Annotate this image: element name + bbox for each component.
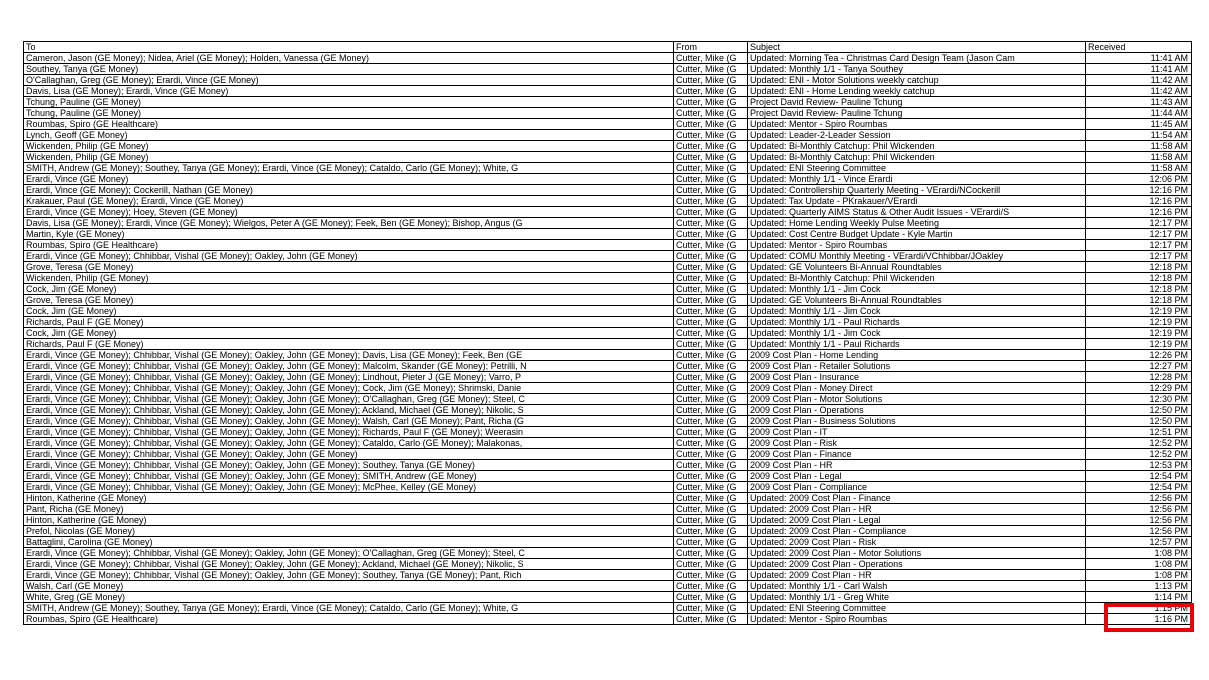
table-row[interactable] <box>24 240 1192 251</box>
cell-subject: Updated: Monthly 1/1 - Jim Cock <box>748 328 1086 339</box>
cell-received: 12:17 PM <box>1086 218 1192 229</box>
table-row[interactable] <box>24 372 1192 383</box>
cell-from: Cutter, Mike (G <box>674 581 748 592</box>
header-received[interactable]: Received <box>1086 42 1192 53</box>
table-row[interactable] <box>24 383 1192 394</box>
cell-received: 12:56 PM <box>1086 504 1192 515</box>
cell-to: Prefol, Nicolas (GE Money) <box>24 526 674 537</box>
cell-from: Cutter, Mike (G <box>674 306 748 317</box>
table-row[interactable] <box>24 548 1192 559</box>
cell-received: 12:52 PM <box>1086 449 1192 460</box>
cell-to: Tchung, Pauline (GE Money) <box>24 97 674 108</box>
cell-received: 11:45 AM <box>1086 119 1192 130</box>
cell-to: Southey, Tanya (GE Money) <box>24 64 674 75</box>
table-body <box>24 53 1192 625</box>
cell-from: Cutter, Mike (G <box>674 273 748 284</box>
table-row[interactable] <box>24 460 1192 471</box>
cell-from: Cutter, Mike (G <box>674 86 748 97</box>
table-row[interactable] <box>24 438 1192 449</box>
cell-received: 11:42 AM <box>1086 86 1192 97</box>
cell-subject: Updated: Leader-2-Leader Session <box>748 130 1086 141</box>
cell-to: Erardi, Vince (GE Money); Cockerill, Nathan (GE Money) <box>24 185 674 196</box>
cell-from: Cutter, Mike (G <box>674 504 748 515</box>
cell-subject: Updated: ENI - Home Lending weekly catchup <box>748 86 1086 97</box>
cell-subject: Updated: Monthly 1/1 - Paul Richards <box>748 339 1086 350</box>
cell-subject: Updated: 2009 Cost Plan - Motor Solutions <box>748 548 1086 559</box>
table-row[interactable] <box>24 339 1192 350</box>
cell-to: Grove, Teresa (GE Money) <box>24 295 674 306</box>
cell-received: 12:17 PM <box>1086 240 1192 251</box>
cell-from: Cutter, Mike (G <box>674 570 748 581</box>
cell-subject: Updated: ENI - Motor Solutions weekly catchup <box>748 75 1086 86</box>
cell-to: Erardi, Vince (GE Money); Chhibbar, Vishal (GE Money); Oakley, John (GE Money); Cataldo, Carlo (GE Money); Malakonas, <box>24 438 674 449</box>
cell-received: 12:18 PM <box>1086 273 1192 284</box>
cell-subject: 2009 Cost Plan - HR <box>748 460 1086 471</box>
cell-received: 12:50 PM <box>1086 405 1192 416</box>
cell-received: 12:19 PM <box>1086 339 1192 350</box>
cell-received: 12:26 PM <box>1086 350 1192 361</box>
cell-from: Cutter, Mike (G <box>674 405 748 416</box>
cell-received: 1:13 PM <box>1086 581 1192 592</box>
table-row[interactable] <box>24 614 1192 625</box>
cell-to: Battaglini, Carolina (GE Money) <box>24 537 674 548</box>
table-row[interactable] <box>24 317 1192 328</box>
cell-subject: Updated: Mentor - Spiro Roumbas <box>748 614 1086 625</box>
cell-to: Erardi, Vince (GE Money); Chhibbar, Vishal (GE Money); Oakley, John (GE Money); McPhee, Kelley (GE Money) <box>24 482 674 493</box>
table-row[interactable] <box>24 196 1192 207</box>
cell-from: Cutter, Mike (G <box>674 284 748 295</box>
cell-to: Richards, Paul F (GE Money) <box>24 317 674 328</box>
cell-from: Cutter, Mike (G <box>674 548 748 559</box>
cell-to: Erardi, Vince (GE Money); Chhibbar, Vishal (GE Money); Oakley, John (GE Money); SMITH, Andrew (GE Money) <box>24 471 674 482</box>
cell-subject: Updated: Morning Tea - Christmas Card Design Team (Jason Cam <box>748 53 1086 64</box>
cell-to: Erardi, Vince (GE Money); Chhibbar, Vishal (GE Money); Oakley, John (GE Money) <box>24 251 674 262</box>
cell-subject: 2009 Cost Plan - Compliance <box>748 482 1086 493</box>
cell-to: Walsh, Carl (GE Money) <box>24 581 674 592</box>
cell-to: Hinton, Katherine (GE Money) <box>24 493 674 504</box>
cell-from: Cutter, Mike (G <box>674 537 748 548</box>
table-row[interactable] <box>24 207 1192 218</box>
cell-received: 11:58 AM <box>1086 152 1192 163</box>
cell-received: 11:43 AM <box>1086 97 1192 108</box>
cell-to: Erardi, Vince (GE Money); Chhibbar, Vishal (GE Money); Oakley, John (GE Money); Cock, Jim (GE Money); Shrimski, Danie <box>24 383 674 394</box>
cell-to: Erardi, Vince (GE Money); Chhibbar, Vishal (GE Money); Oakley, John (GE Money); Malcolm, Skander (GE Money); Petrilli, N <box>24 361 674 372</box>
header-from[interactable]: From <box>674 42 748 53</box>
cell-received: 12:56 PM <box>1086 515 1192 526</box>
cell-from: Cutter, Mike (G <box>674 262 748 273</box>
cell-received: 12:57 PM <box>1086 537 1192 548</box>
cell-received: 1:15 PM <box>1086 603 1192 614</box>
cell-received: 1:08 PM <box>1086 559 1192 570</box>
cell-from: Cutter, Mike (G <box>674 75 748 86</box>
cell-received: 12:53 PM <box>1086 460 1192 471</box>
cell-subject: Updated: Home Lending Weekly Pulse Meeting <box>748 218 1086 229</box>
cell-to: Martin, Kyle (GE Money) <box>24 229 674 240</box>
cell-received: 12:52 PM <box>1086 438 1192 449</box>
table-row[interactable] <box>24 394 1192 405</box>
cell-from: Cutter, Mike (G <box>674 174 748 185</box>
cell-received: 1:16 PM <box>1086 614 1192 625</box>
cell-received: 12:27 PM <box>1086 361 1192 372</box>
cell-from: Cutter, Mike (G <box>674 438 748 449</box>
cell-received: 11:54 AM <box>1086 130 1192 141</box>
table-row[interactable] <box>24 570 1192 581</box>
cell-from: Cutter, Mike (G <box>674 130 748 141</box>
table-row[interactable] <box>24 328 1192 339</box>
cell-from: Cutter, Mike (G <box>674 218 748 229</box>
cell-subject: Updated: Bi-Monthly Catchup: Phil Wickenden <box>748 273 1086 284</box>
cell-from: Cutter, Mike (G <box>674 53 748 64</box>
cell-to: Erardi, Vince (GE Money); Chhibbar, Vishal (GE Money); Oakley, John (GE Money); Lindhout, Pieter J (GE Money); Varro, P <box>24 372 674 383</box>
cell-subject: Updated: Monthly 1/1 - Jim Cock <box>748 306 1086 317</box>
cell-from: Cutter, Mike (G <box>674 427 748 438</box>
cell-from: Cutter, Mike (G <box>674 449 748 460</box>
table-row[interactable] <box>24 295 1192 306</box>
cell-subject: Updated: GE Volunteers Bi-Annual Roundtables <box>748 262 1086 273</box>
cell-received: 12:19 PM <box>1086 306 1192 317</box>
cell-from: Cutter, Mike (G <box>674 295 748 306</box>
cell-subject: 2009 Cost Plan - Finance <box>748 449 1086 460</box>
cell-subject: Updated: Tax Update - PKrakauer/VErardi <box>748 196 1086 207</box>
cell-subject: 2009 Cost Plan - Legal <box>748 471 1086 482</box>
cell-from: Cutter, Mike (G <box>674 526 748 537</box>
cell-received: 11:42 AM <box>1086 75 1192 86</box>
cell-to: Erardi, Vince (GE Money); Chhibbar, Vishal (GE Money); Oakley, John (GE Money); Ackland, Michael (GE Money); Nikolic, S <box>24 559 674 570</box>
cell-to: Erardi, Vince (GE Money); Chhibbar, Vishal (GE Money); Oakley, John (GE Money); O'Callaghan, Greg (GE Money); Steel, C <box>24 548 674 559</box>
cell-received: 11:44 AM <box>1086 108 1192 119</box>
cell-to: Erardi, Vince (GE Money); Hoey, Steven (GE Money) <box>24 207 674 218</box>
cell-received: 1:08 PM <box>1086 548 1192 559</box>
cell-to: Roumbas, Spiro (GE Healthcare) <box>24 614 674 625</box>
cell-to: Cock, Jim (GE Money) <box>24 284 674 295</box>
cell-subject: Updated: Monthly 1/1 - Vince Erardi <box>748 174 1086 185</box>
cell-received: 11:58 AM <box>1086 141 1192 152</box>
cell-from: Cutter, Mike (G <box>674 141 748 152</box>
table-row[interactable] <box>24 229 1192 240</box>
header-subject[interactable]: Subject <box>748 42 1086 53</box>
cell-to: Erardi, Vince (GE Money); Chhibbar, Vishal (GE Money); Oakley, John (GE Money); Walsh, Carl (GE Money); Pant, Richa (G <box>24 416 674 427</box>
cell-from: Cutter, Mike (G <box>674 361 748 372</box>
cell-from: Cutter, Mike (G <box>674 196 748 207</box>
cell-from: Cutter, Mike (G <box>674 515 748 526</box>
table-row[interactable] <box>24 361 1192 372</box>
cell-to: Erardi, Vince (GE Money) <box>24 174 674 185</box>
cell-subject: Updated: Quarterly AIMS Status & Other Audit Issues - VErardi/S <box>748 207 1086 218</box>
cell-received: 12:17 PM <box>1086 251 1192 262</box>
table-row[interactable] <box>24 515 1192 526</box>
cell-received: 11:58 AM <box>1086 163 1192 174</box>
cell-subject: Updated: Monthly 1/1 - Greg White <box>748 592 1086 603</box>
cell-to: Krakauer, Paul (GE Money); Erardi, Vince (GE Money) <box>24 196 674 207</box>
cell-to: Richards, Paul F (GE Money) <box>24 339 674 350</box>
cell-received: 12:18 PM <box>1086 284 1192 295</box>
cell-subject: Updated: Bi-Monthly Catchup: Phil Wickenden <box>748 141 1086 152</box>
table-row[interactable] <box>24 53 1192 64</box>
cell-from: Cutter, Mike (G <box>674 328 748 339</box>
table-row[interactable] <box>24 284 1192 295</box>
cell-to: Wickenden, Philip (GE Money) <box>24 152 674 163</box>
cell-to: Erardi, Vince (GE Money); Chhibbar, Vishal (GE Money); Oakley, John (GE Money); O'Callaghan, Greg (GE Money); Steel, C <box>24 394 674 405</box>
table-row[interactable] <box>24 64 1192 75</box>
cell-to: Pant, Richa (GE Money) <box>24 504 674 515</box>
cell-received: 12:51 PM <box>1086 427 1192 438</box>
cell-received: 1:14 PM <box>1086 592 1192 603</box>
table-row[interactable] <box>24 526 1192 537</box>
cell-to: O'Callaghan, Greg (GE Money); Erardi, Vince (GE Money) <box>24 75 674 86</box>
cell-to: SMITH, Andrew (GE Money); Southey, Tanya (GE Money); Erardi, Vince (GE Money); Cataldo, Carlo (GE Money); White, G <box>24 163 674 174</box>
cell-subject: Updated: Monthly 1/1 - Jim Cock <box>748 284 1086 295</box>
cell-received: 12:28 PM <box>1086 372 1192 383</box>
table-row[interactable] <box>24 449 1192 460</box>
cell-from: Cutter, Mike (G <box>674 372 748 383</box>
cell-subject: Updated: Monthly 1/1 - Tanya Southey <box>748 64 1086 75</box>
table-row[interactable] <box>24 504 1192 515</box>
table-row[interactable] <box>24 405 1192 416</box>
cell-received: 12:17 PM <box>1086 229 1192 240</box>
table-row[interactable] <box>24 130 1192 141</box>
cell-subject: 2009 Cost Plan - Home Lending <box>748 350 1086 361</box>
cell-to: Davis, Lisa (GE Money); Erardi, Vince (GE Money) <box>24 86 674 97</box>
table-row[interactable] <box>24 581 1192 592</box>
table-row[interactable] <box>24 218 1192 229</box>
cell-from: Cutter, Mike (G <box>674 64 748 75</box>
cell-received: 12:19 PM <box>1086 317 1192 328</box>
cell-from: Cutter, Mike (G <box>674 383 748 394</box>
cell-to: Erardi, Vince (GE Money); Chhibbar, Vishal (GE Money); Oakley, John (GE Money); Davis, Lisa (GE Money); Feek, Ben (GE <box>24 350 674 361</box>
table-row[interactable] <box>24 108 1192 119</box>
cell-received: 12:19 PM <box>1086 328 1192 339</box>
table-row[interactable] <box>24 471 1192 482</box>
table-row[interactable] <box>24 306 1192 317</box>
cell-subject: Updated: 2009 Cost Plan - HR <box>748 504 1086 515</box>
cell-subject: 2009 Cost Plan - Insurance <box>748 372 1086 383</box>
cell-to: Erardi, Vince (GE Money); Chhibbar, Vishal (GE Money); Oakley, John (GE Money); Southey, Tanya (GE Money) <box>24 460 674 471</box>
cell-to: Lynch, Geoff (GE Money) <box>24 130 674 141</box>
cell-received: 12:54 PM <box>1086 471 1192 482</box>
cell-to: Grove, Teresa (GE Money) <box>24 262 674 273</box>
table-row[interactable] <box>24 75 1192 86</box>
table-row[interactable] <box>24 97 1192 108</box>
cell-from: Cutter, Mike (G <box>674 493 748 504</box>
table-header-row <box>24 42 1192 53</box>
cell-from: Cutter, Mike (G <box>674 240 748 251</box>
cell-received: 12:18 PM <box>1086 262 1192 273</box>
cell-subject: 2009 Cost Plan - Business Solutions <box>748 416 1086 427</box>
cell-from: Cutter, Mike (G <box>674 185 748 196</box>
cell-to: Roumbas, Spiro (GE Healthcare) <box>24 119 674 130</box>
cell-to: Erardi, Vince (GE Money); Chhibbar, Vishal (GE Money); Oakley, John (GE Money); Southey, Tanya (GE Money); Pant, Rich <box>24 570 674 581</box>
cell-subject: Updated: ENI Steering Committee <box>748 603 1086 614</box>
cell-subject: Updated: 2009 Cost Plan - Risk <box>748 537 1086 548</box>
cell-to: Davis, Lisa (GE Money); Erardi, Vince (GE Money); Wielgos, Peter A (GE Money); Feek, Ben (GE Money); Bishop, Angus (G <box>24 218 674 229</box>
cell-subject: Updated: Mentor - Spiro Roumbas <box>748 240 1086 251</box>
cell-subject: Updated: 2009 Cost Plan - Finance <box>748 493 1086 504</box>
cell-from: Cutter, Mike (G <box>674 482 748 493</box>
table-row[interactable] <box>24 119 1192 130</box>
cell-to: Erardi, Vince (GE Money); Chhibbar, Vishal (GE Money); Oakley, John (GE Money); Ackland, Michael (GE Money); Nikolic, S <box>24 405 674 416</box>
cell-received: 12:16 PM <box>1086 207 1192 218</box>
cell-from: Cutter, Mike (G <box>674 119 748 130</box>
cell-from: Cutter, Mike (G <box>674 207 748 218</box>
cell-from: Cutter, Mike (G <box>674 416 748 427</box>
cell-to: SMITH, Andrew (GE Money); Southey, Tanya (GE Money); Erardi, Vince (GE Money); Cataldo, Carlo (GE Money); White, G <box>24 603 674 614</box>
email-log-table <box>23 41 1192 625</box>
cell-received: 12:54 PM <box>1086 482 1192 493</box>
cell-received: 12:50 PM <box>1086 416 1192 427</box>
cell-from: Cutter, Mike (G <box>674 350 748 361</box>
cell-to: Wickenden, Philip (GE Money) <box>24 273 674 284</box>
cell-to: Erardi, Vince (GE Money); Chhibbar, Vishal (GE Money); Oakley, John (GE Money) <box>24 449 674 460</box>
cell-from: Cutter, Mike (G <box>674 108 748 119</box>
cell-to: Roumbas, Spiro (GE Healthcare) <box>24 240 674 251</box>
cell-from: Cutter, Mike (G <box>674 394 748 405</box>
table-row[interactable] <box>24 427 1192 438</box>
table-row[interactable] <box>24 537 1192 548</box>
table-row[interactable] <box>24 174 1192 185</box>
table-row[interactable] <box>24 141 1192 152</box>
cell-subject: Updated: Monthly 1/1 - Paul Richards <box>748 317 1086 328</box>
cell-received: 1:08 PM <box>1086 570 1192 581</box>
cell-subject: Updated: 2009 Cost Plan - Compliance <box>748 526 1086 537</box>
cell-from: Cutter, Mike (G <box>674 251 748 262</box>
cell-from: Cutter, Mike (G <box>674 152 748 163</box>
cell-received: 12:30 PM <box>1086 394 1192 405</box>
cell-subject: Updated: Monthly 1/1 - Carl Walsh <box>748 581 1086 592</box>
cell-received: 12:56 PM <box>1086 493 1192 504</box>
cell-to: Tchung, Pauline (GE Money) <box>24 108 674 119</box>
cell-from: Cutter, Mike (G <box>674 559 748 570</box>
cell-from: Cutter, Mike (G <box>674 592 748 603</box>
cell-from: Cutter, Mike (G <box>674 163 748 174</box>
table-row[interactable] <box>24 416 1192 427</box>
cell-from: Cutter, Mike (G <box>674 603 748 614</box>
cell-received: 12:18 PM <box>1086 295 1192 306</box>
cell-subject: 2009 Cost Plan - Money Direct <box>748 383 1086 394</box>
table-row[interactable] <box>24 185 1192 196</box>
cell-to: Cameron, Jason (GE Money); Nidea, Ariel (GE Money); Holden, Vanessa (GE Money) <box>24 53 674 64</box>
cell-from: Cutter, Mike (G <box>674 97 748 108</box>
cell-to: White, Greg (GE Money) <box>24 592 674 603</box>
table-row[interactable] <box>24 273 1192 284</box>
cell-subject: Updated: 2009 Cost Plan - Legal <box>748 515 1086 526</box>
cell-subject: 2009 Cost Plan - Retailer Solutions <box>748 361 1086 372</box>
cell-received: 12:06 PM <box>1086 174 1192 185</box>
cell-received: 11:41 AM <box>1086 64 1192 75</box>
cell-from: Cutter, Mike (G <box>674 471 748 482</box>
table-row[interactable] <box>24 482 1192 493</box>
cell-subject: Updated: Cost Centre Budget Update - Kyle Martin <box>748 229 1086 240</box>
cell-subject: Updated: COMU Monthly Meeting - VErardi/VChhibbar/JOakley <box>748 251 1086 262</box>
table-row[interactable] <box>24 350 1192 361</box>
cell-subject: Updated: 2009 Cost Plan - Operations <box>748 559 1086 570</box>
cell-to: Erardi, Vince (GE Money); Chhibbar, Vishal (GE Money); Oakley, John (GE Money); Richards, Paul F (GE Money); Weerasin <box>24 427 674 438</box>
table-row[interactable] <box>24 559 1192 570</box>
table-row[interactable] <box>24 163 1192 174</box>
cell-received: 12:56 PM <box>1086 526 1192 537</box>
cell-from: Cutter, Mike (G <box>674 229 748 240</box>
table-row[interactable] <box>24 152 1192 163</box>
cell-subject: Updated: Mentor - Spiro Roumbas <box>748 119 1086 130</box>
cell-from: Cutter, Mike (G <box>674 614 748 625</box>
cell-received: 12:16 PM <box>1086 196 1192 207</box>
cell-subject: 2009 Cost Plan - Risk <box>748 438 1086 449</box>
cell-received: 12:16 PM <box>1086 185 1192 196</box>
cell-subject: 2009 Cost Plan - Operations <box>748 405 1086 416</box>
table-row[interactable] <box>24 592 1192 603</box>
cell-to: Cock, Jim (GE Money) <box>24 306 674 317</box>
table-row[interactable] <box>24 251 1192 262</box>
cell-subject: 2009 Cost Plan - Motor Solutions <box>748 394 1086 405</box>
table-row[interactable] <box>24 603 1192 614</box>
cell-to: Hinton, Katherine (GE Money) <box>24 515 674 526</box>
table-row[interactable] <box>24 262 1192 273</box>
cell-subject: Updated: Controllership Quarterly Meeting - VErardi/NCockerill <box>748 185 1086 196</box>
cell-to: Wickenden, Philip (GE Money) <box>24 141 674 152</box>
cell-subject: Project David Review- Pauline Tchung <box>748 108 1086 119</box>
cell-from: Cutter, Mike (G <box>674 460 748 471</box>
table-row[interactable] <box>24 493 1192 504</box>
cell-subject: Updated: Bi-Monthly Catchup: Phil Wickenden <box>748 152 1086 163</box>
cell-subject: Updated: GE Volunteers Bi-Annual Roundtables <box>748 295 1086 306</box>
cell-subject: Updated: 2009 Cost Plan - HR <box>748 570 1086 581</box>
cell-received: 11:41 AM <box>1086 53 1192 64</box>
cell-from: Cutter, Mike (G <box>674 317 748 328</box>
cell-subject: Updated: ENI Steering Committee <box>748 163 1086 174</box>
cell-subject: Project David Review- Pauline Tchung <box>748 97 1086 108</box>
table-row[interactable] <box>24 86 1192 97</box>
cell-subject: 2009 Cost Plan - IT <box>748 427 1086 438</box>
cell-from: Cutter, Mike (G <box>674 339 748 350</box>
header-to[interactable]: To <box>24 42 674 53</box>
cell-to: Cock, Jim (GE Money) <box>24 328 674 339</box>
cell-received: 12:29 PM <box>1086 383 1192 394</box>
